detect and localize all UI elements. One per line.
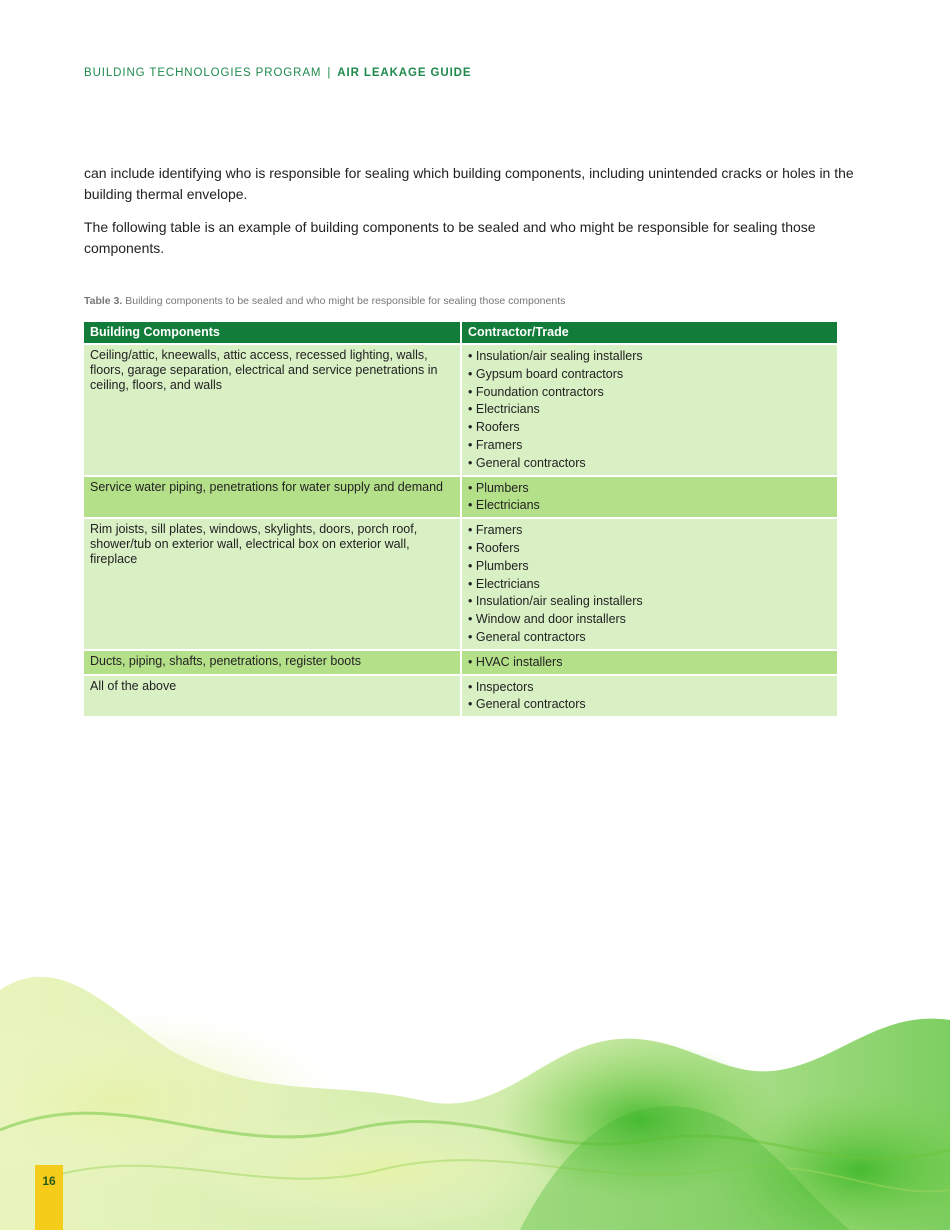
- trade-list: [468, 480, 831, 516]
- program-name: BUILDING TECHNOLOGIES PROGRAM: [84, 67, 322, 79]
- table-row: [84, 518, 838, 650]
- component-cell: Service water piping, penetrations for water supply and demand: [84, 476, 461, 519]
- list-item: • Plumbers: [468, 480, 831, 498]
- list-item: • Inspectors: [468, 679, 831, 697]
- list-item: • Electricians: [468, 401, 831, 419]
- trade-cell: [461, 675, 838, 717]
- table-caption: [84, 295, 565, 307]
- list-item: • Insulation/air sealing installers: [468, 593, 831, 611]
- running-header: [84, 67, 471, 79]
- guide-name: AIR LEAKAGE GUIDE: [337, 67, 472, 79]
- list-item: • Electricians: [468, 497, 831, 515]
- list-item: • Framers: [468, 437, 831, 455]
- component-cell: Rim joists, sill plates, windows, skylights, doors, porch roof, shower/tub on exterior wall, electrical box on exterior wall, fireplace: [84, 518, 461, 650]
- trade-list: [468, 522, 831, 647]
- green-smoke-decoration: [0, 930, 950, 1230]
- component-cell: Ceiling/attic, kneewalls, attic access, recessed lighting, walls, floors, garage separation, electrical and service penetrations in ceiling, floors, and walls: [84, 344, 461, 476]
- list-item: • Foundation contractors: [468, 384, 831, 402]
- list-item: • General contractors: [468, 629, 831, 647]
- list-item: • Window and door installers: [468, 611, 831, 629]
- table-row: [84, 650, 838, 675]
- page-number: 16: [42, 1174, 56, 1188]
- trade-cell: [461, 344, 838, 476]
- component-cell: Ducts, piping, shafts, penetrations, register boots: [84, 650, 461, 675]
- table-header-row: [84, 322, 838, 344]
- column-header-components: Building Components: [84, 322, 461, 344]
- paragraph: The following table is an example of building components to be sealed and who might be responsible for sealing those components.: [84, 219, 816, 256]
- trade-list: [468, 348, 831, 473]
- list-item: • Framers: [468, 522, 831, 540]
- trade-cell: [461, 650, 838, 675]
- list-item: • Roofers: [468, 419, 831, 437]
- table-row: [84, 476, 838, 519]
- list-item: • Plumbers: [468, 558, 831, 576]
- column-header-trade: Contractor/Trade: [461, 322, 838, 344]
- list-item: • HVAC installers: [468, 654, 831, 672]
- trade-cell: [461, 518, 838, 650]
- list-item: • General contractors: [468, 455, 831, 473]
- table-row: [84, 344, 838, 476]
- trade-list: [468, 679, 831, 715]
- trade-list: [468, 654, 831, 672]
- header-separator: |: [327, 67, 332, 79]
- page-number-tab: [35, 1165, 63, 1230]
- list-item: • Roofers: [468, 540, 831, 558]
- component-cell: All of the above: [84, 675, 461, 717]
- caption-text: Building components to be sealed and who might be responsible for sealing those components: [125, 295, 566, 307]
- list-item: • Electricians: [468, 576, 831, 594]
- trade-cell: [461, 476, 838, 519]
- list-item: • Insulation/air sealing installers: [468, 348, 831, 366]
- paragraph: can include identifying who is responsible for sealing which building components, including unintended cracks or holes in the building thermal envelope.: [84, 165, 854, 202]
- body-text: [84, 163, 854, 271]
- caption-label: Table 3.: [84, 295, 123, 307]
- list-item: • Gypsum board contractors: [468, 366, 831, 384]
- components-table: [84, 322, 839, 716]
- list-item: • General contractors: [468, 696, 831, 714]
- table-row: [84, 675, 838, 717]
